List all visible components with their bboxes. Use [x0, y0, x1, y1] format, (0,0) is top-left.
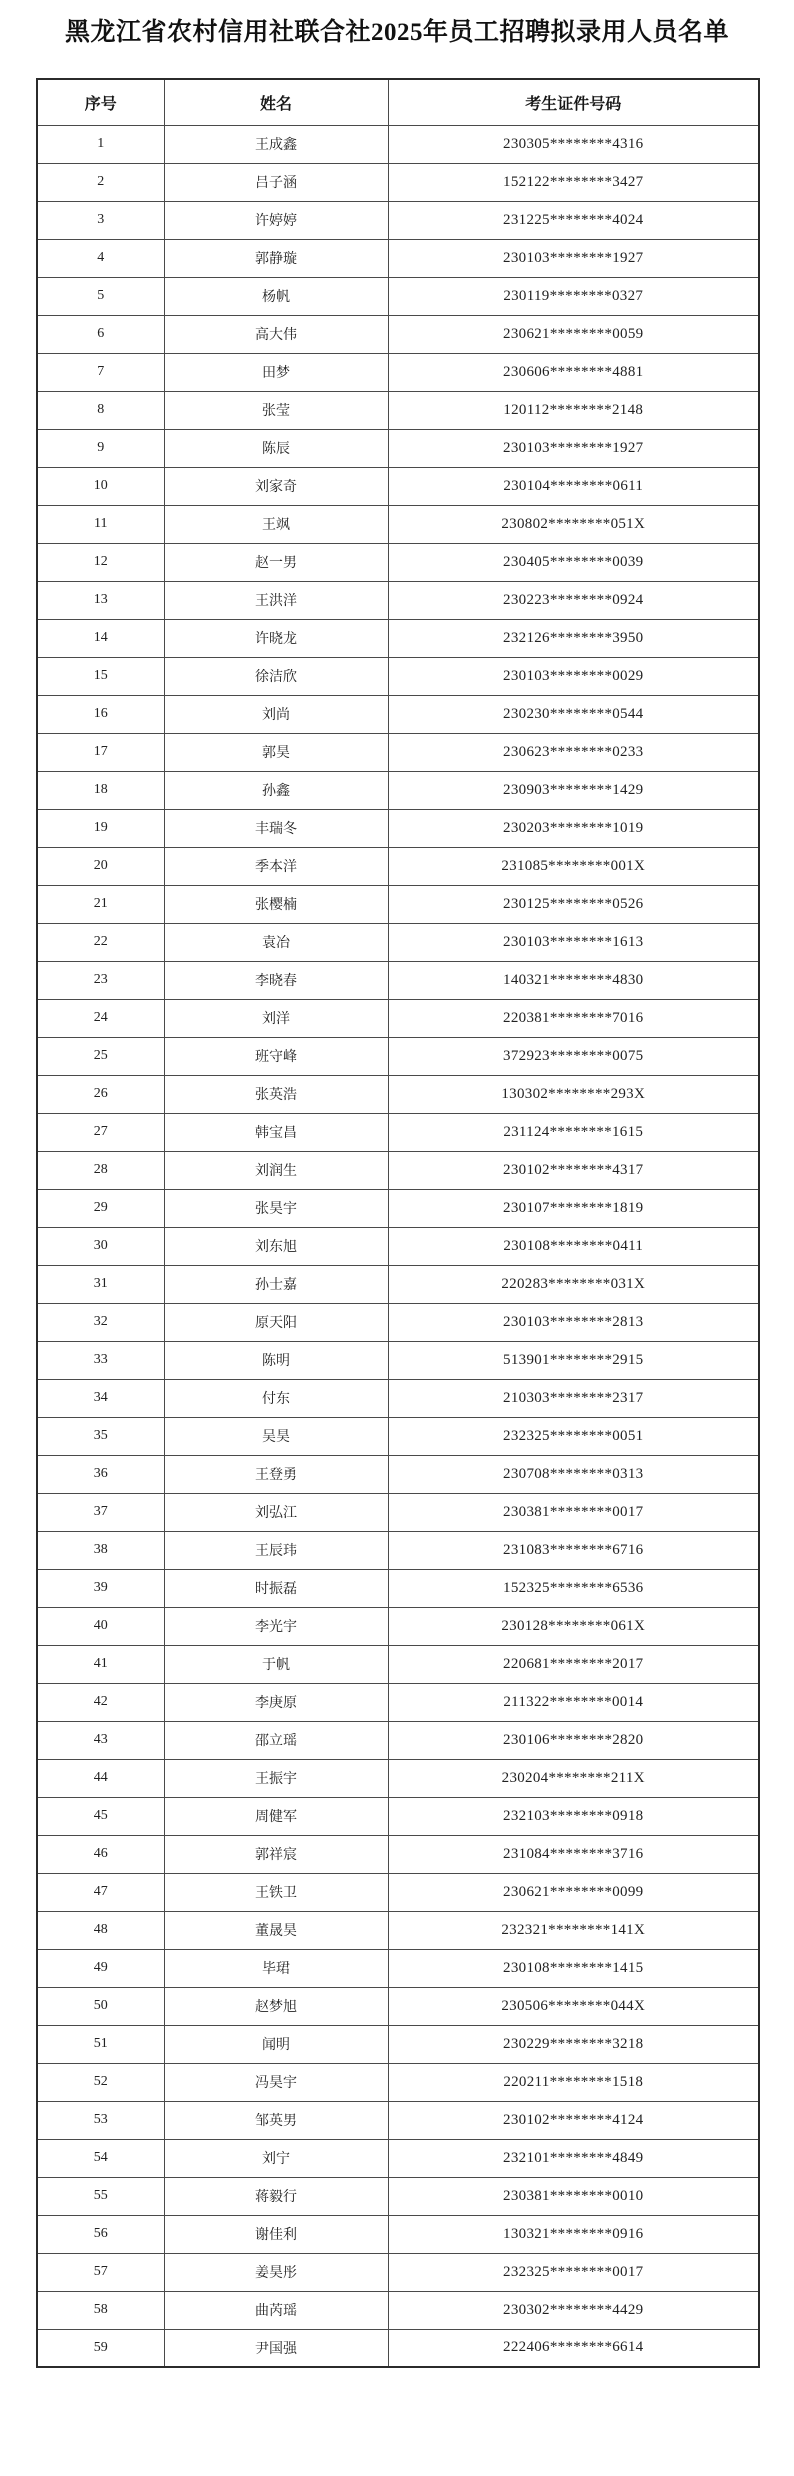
cell-name: 许晓龙 — [164, 619, 388, 657]
cell-name: 徐洁欣 — [164, 657, 388, 695]
cell-name: 张樱楠 — [164, 885, 388, 923]
cell-no: 34 — [37, 1379, 164, 1417]
cell-name: 孙士嘉 — [164, 1265, 388, 1303]
cell-name: 王飒 — [164, 505, 388, 543]
table-row — [37, 2101, 759, 2139]
table-row — [37, 2329, 759, 2367]
cell-no: 22 — [37, 923, 164, 961]
cell-id: 230103********1613 — [388, 923, 759, 961]
cell-id: 231225********4024 — [388, 201, 759, 239]
cell-no: 13 — [37, 581, 164, 619]
cell-name: 董晟昊 — [164, 1911, 388, 1949]
cell-name: 许婷婷 — [164, 201, 388, 239]
cell-id: 230203********1019 — [388, 809, 759, 847]
cell-name: 闻明 — [164, 2025, 388, 2063]
cell-name: 蒋毅行 — [164, 2177, 388, 2215]
cell-no: 2 — [37, 163, 164, 201]
cell-no: 10 — [37, 467, 164, 505]
document-page — [0, 12, 794, 2476]
cell-no: 14 — [37, 619, 164, 657]
cell-id: 232325********0051 — [388, 1417, 759, 1455]
cell-name: 陈辰 — [164, 429, 388, 467]
cell-no: 43 — [37, 1721, 164, 1759]
table-row — [37, 1645, 759, 1683]
cell-name: 赵一男 — [164, 543, 388, 581]
table-row — [37, 505, 759, 543]
cell-no: 33 — [37, 1341, 164, 1379]
table-row — [37, 733, 759, 771]
table-row — [37, 1341, 759, 1379]
cell-name: 曲芮瑶 — [164, 2291, 388, 2329]
cell-id: 230103********1927 — [388, 239, 759, 277]
table-row — [37, 1569, 759, 1607]
cell-no: 39 — [37, 1569, 164, 1607]
cell-id: 140321********4830 — [388, 961, 759, 999]
cell-id: 230229********3218 — [388, 2025, 759, 2063]
cell-no: 16 — [37, 695, 164, 733]
cell-id: 230305********4316 — [388, 125, 759, 163]
table-row — [37, 1265, 759, 1303]
cell-id: 230108********1415 — [388, 1949, 759, 1987]
cell-id: 232101********4849 — [388, 2139, 759, 2177]
cell-id: 230623********0233 — [388, 733, 759, 771]
cell-name: 郭祥宸 — [164, 1835, 388, 1873]
cell-id: 231084********3716 — [388, 1835, 759, 1873]
cell-id: 130321********0916 — [388, 2215, 759, 2253]
cell-id: 120112********2148 — [388, 391, 759, 429]
table-row — [37, 1113, 759, 1151]
cell-id: 230230********0544 — [388, 695, 759, 733]
cell-id: 232325********0017 — [388, 2253, 759, 2291]
cell-no: 15 — [37, 657, 164, 695]
cell-no: 6 — [37, 315, 164, 353]
table-row — [37, 543, 759, 581]
cell-no: 29 — [37, 1189, 164, 1227]
table-row — [37, 239, 759, 277]
cell-id: 513901********2915 — [388, 1341, 759, 1379]
cell-name: 陈明 — [164, 1341, 388, 1379]
table-row — [37, 1037, 759, 1075]
cell-name: 李庚原 — [164, 1683, 388, 1721]
cell-id: 230108********0411 — [388, 1227, 759, 1265]
cell-name: 王洪洋 — [164, 581, 388, 619]
cell-name: 姜昊彤 — [164, 2253, 388, 2291]
cell-no: 52 — [37, 2063, 164, 2101]
table-row — [37, 581, 759, 619]
cell-id: 130302********293X — [388, 1075, 759, 1113]
table-row — [37, 2025, 759, 2063]
table-body — [37, 125, 759, 2367]
cell-name: 吕子涵 — [164, 163, 388, 201]
cell-id: 230128********061X — [388, 1607, 759, 1645]
cell-id: 220381********7016 — [388, 999, 759, 1037]
cell-name: 张英浩 — [164, 1075, 388, 1113]
table-row — [37, 391, 759, 429]
cell-id: 232103********0918 — [388, 1797, 759, 1835]
cell-id: 230102********4317 — [388, 1151, 759, 1189]
cell-no: 31 — [37, 1265, 164, 1303]
cell-id: 230302********4429 — [388, 2291, 759, 2329]
cell-no: 8 — [37, 391, 164, 429]
cell-id: 230204********211X — [388, 1759, 759, 1797]
cell-no: 50 — [37, 1987, 164, 2025]
cell-no: 1 — [37, 125, 164, 163]
cell-no: 45 — [37, 1797, 164, 1835]
cell-name: 刘宁 — [164, 2139, 388, 2177]
cell-no: 11 — [37, 505, 164, 543]
cell-id: 230107********1819 — [388, 1189, 759, 1227]
cell-name: 原天阳 — [164, 1303, 388, 1341]
table-row — [37, 163, 759, 201]
cell-name: 付东 — [164, 1379, 388, 1417]
cell-no: 59 — [37, 2329, 164, 2367]
table-row — [37, 1151, 759, 1189]
cell-id: 230405********0039 — [388, 543, 759, 581]
cell-no: 58 — [37, 2291, 164, 2329]
cell-name: 王铁卫 — [164, 1873, 388, 1911]
table-row — [37, 1075, 759, 1113]
table-row — [37, 277, 759, 315]
cell-no: 47 — [37, 1873, 164, 1911]
cell-name: 于帆 — [164, 1645, 388, 1683]
cell-id: 231083********6716 — [388, 1531, 759, 1569]
table-row — [37, 885, 759, 923]
table-row — [37, 1873, 759, 1911]
cell-no: 54 — [37, 2139, 164, 2177]
cell-no: 4 — [37, 239, 164, 277]
cell-id: 230223********0924 — [388, 581, 759, 619]
cell-no: 25 — [37, 1037, 164, 1075]
cell-id: 230802********051X — [388, 505, 759, 543]
roster-table — [36, 78, 760, 2368]
cell-name: 刘弘江 — [164, 1493, 388, 1531]
table-row — [37, 1493, 759, 1531]
table-row — [37, 771, 759, 809]
cell-name: 刘洋 — [164, 999, 388, 1037]
table-row — [37, 201, 759, 239]
page-title: 黑龙江省农村信用社联合社2025年员工招聘拟录用人员名单 — [64, 19, 729, 46]
cell-name: 王振宇 — [164, 1759, 388, 1797]
cell-name: 赵梦旭 — [164, 1987, 388, 2025]
cell-name: 班守峰 — [164, 1037, 388, 1075]
cell-id: 230103********2813 — [388, 1303, 759, 1341]
cell-id: 220283********031X — [388, 1265, 759, 1303]
cell-name: 刘润生 — [164, 1151, 388, 1189]
cell-name: 谢佳利 — [164, 2215, 388, 2253]
cell-id: 230106********2820 — [388, 1721, 759, 1759]
cell-id: 220211********1518 — [388, 2063, 759, 2101]
cell-id: 152122********3427 — [388, 163, 759, 201]
cell-id: 230125********0526 — [388, 885, 759, 923]
cell-id: 230381********0017 — [388, 1493, 759, 1531]
cell-name: 丰瑞冬 — [164, 809, 388, 847]
cell-no: 42 — [37, 1683, 164, 1721]
cell-no: 41 — [37, 1645, 164, 1683]
header-cell-name: 姓名 — [164, 79, 388, 125]
cell-name: 吴昊 — [164, 1417, 388, 1455]
cell-name: 郭昊 — [164, 733, 388, 771]
table-row — [37, 809, 759, 847]
cell-no: 49 — [37, 1949, 164, 1987]
table-row — [37, 1797, 759, 1835]
table-row — [37, 353, 759, 391]
cell-no: 46 — [37, 1835, 164, 1873]
cell-id: 231124********1615 — [388, 1113, 759, 1151]
cell-no: 21 — [37, 885, 164, 923]
table-row — [37, 961, 759, 999]
cell-id: 230506********044X — [388, 1987, 759, 2025]
header-cell-id: 考生证件号码 — [388, 79, 759, 125]
cell-no: 9 — [37, 429, 164, 467]
table-row — [37, 923, 759, 961]
cell-id: 152325********6536 — [388, 1569, 759, 1607]
cell-no: 37 — [37, 1493, 164, 1531]
cell-id: 230104********0611 — [388, 467, 759, 505]
cell-id: 230119********0327 — [388, 277, 759, 315]
cell-name: 孙鑫 — [164, 771, 388, 809]
table-row — [37, 695, 759, 733]
table-row — [37, 657, 759, 695]
cell-no: 24 — [37, 999, 164, 1037]
cell-no: 30 — [37, 1227, 164, 1265]
cell-id: 230903********1429 — [388, 771, 759, 809]
cell-id: 210303********2317 — [388, 1379, 759, 1417]
cell-name: 刘东旭 — [164, 1227, 388, 1265]
cell-name: 王辰玮 — [164, 1531, 388, 1569]
table-row — [37, 315, 759, 353]
cell-name: 李光宇 — [164, 1607, 388, 1645]
table-row — [37, 1835, 759, 1873]
cell-no: 12 — [37, 543, 164, 581]
cell-name: 郭静璇 — [164, 239, 388, 277]
cell-no: 3 — [37, 201, 164, 239]
table-row — [37, 2063, 759, 2101]
cell-no: 57 — [37, 2253, 164, 2291]
cell-no: 48 — [37, 1911, 164, 1949]
cell-id: 230102********4124 — [388, 2101, 759, 2139]
cell-no: 44 — [37, 1759, 164, 1797]
cell-no: 20 — [37, 847, 164, 885]
cell-name: 韩宝昌 — [164, 1113, 388, 1151]
cell-name: 周健军 — [164, 1797, 388, 1835]
cell-id: 222406********6614 — [388, 2329, 759, 2367]
cell-id: 230103********1927 — [388, 429, 759, 467]
cell-no: 26 — [37, 1075, 164, 1113]
cell-no: 55 — [37, 2177, 164, 2215]
cell-name: 田梦 — [164, 353, 388, 391]
cell-name: 毕珺 — [164, 1949, 388, 1987]
cell-id: 230621********0059 — [388, 315, 759, 353]
cell-id: 230708********0313 — [388, 1455, 759, 1493]
table-row — [37, 1949, 759, 1987]
table-row — [37, 1911, 759, 1949]
cell-id: 220681********2017 — [388, 1645, 759, 1683]
cell-name: 冯昊宇 — [164, 2063, 388, 2101]
table-row — [37, 1303, 759, 1341]
cell-no: 51 — [37, 2025, 164, 2063]
table-row — [37, 125, 759, 163]
cell-name: 时振磊 — [164, 1569, 388, 1607]
cell-id: 211322********0014 — [388, 1683, 759, 1721]
cell-no: 56 — [37, 2215, 164, 2253]
header-cell-no: 序号 — [37, 79, 164, 125]
cell-name: 高大伟 — [164, 315, 388, 353]
table-row — [37, 2253, 759, 2291]
cell-id: 230621********0099 — [388, 1873, 759, 1911]
cell-name: 李晓春 — [164, 961, 388, 999]
table-row — [37, 2291, 759, 2329]
cell-name: 刘家奇 — [164, 467, 388, 505]
cell-no: 27 — [37, 1113, 164, 1151]
cell-name: 刘尚 — [164, 695, 388, 733]
cell-no: 40 — [37, 1607, 164, 1645]
cell-id: 231085********001X — [388, 847, 759, 885]
cell-no: 18 — [37, 771, 164, 809]
table-row — [37, 1227, 759, 1265]
cell-no: 17 — [37, 733, 164, 771]
table-row — [37, 1721, 759, 1759]
table-row — [37, 1683, 759, 1721]
table-row — [37, 2177, 759, 2215]
cell-name: 王登勇 — [164, 1455, 388, 1493]
table-row — [37, 1189, 759, 1227]
cell-name: 张昊宇 — [164, 1189, 388, 1227]
cell-name: 张莹 — [164, 391, 388, 429]
cell-id: 232321********141X — [388, 1911, 759, 1949]
cell-id: 230103********0029 — [388, 657, 759, 695]
cell-no: 36 — [37, 1455, 164, 1493]
cell-no: 28 — [37, 1151, 164, 1189]
cell-no: 32 — [37, 1303, 164, 1341]
cell-name: 邹英男 — [164, 2101, 388, 2139]
table-row — [37, 467, 759, 505]
table-row — [37, 1417, 759, 1455]
cell-no: 19 — [37, 809, 164, 847]
cell-name: 袁冶 — [164, 923, 388, 961]
cell-no: 7 — [37, 353, 164, 391]
table-row — [37, 1379, 759, 1417]
cell-name: 邵立瑶 — [164, 1721, 388, 1759]
table-row — [37, 429, 759, 467]
cell-id: 230606********4881 — [388, 353, 759, 391]
table-row — [37, 1455, 759, 1493]
cell-no: 5 — [37, 277, 164, 315]
table-row — [37, 2139, 759, 2177]
table-row — [37, 1531, 759, 1569]
cell-name: 杨帆 — [164, 277, 388, 315]
cell-name: 季本洋 — [164, 847, 388, 885]
table-row — [37, 999, 759, 1037]
cell-name: 王成鑫 — [164, 125, 388, 163]
cell-id: 372923********0075 — [388, 1037, 759, 1075]
table-row — [37, 1607, 759, 1645]
table-row — [37, 2215, 759, 2253]
cell-no: 38 — [37, 1531, 164, 1569]
cell-no: 53 — [37, 2101, 164, 2139]
table-row — [37, 1759, 759, 1797]
table-row — [37, 1987, 759, 2025]
cell-name: 尹国强 — [164, 2329, 388, 2367]
cell-id: 232126********3950 — [388, 619, 759, 657]
table-header-row — [37, 79, 759, 125]
cell-no: 35 — [37, 1417, 164, 1455]
cell-no: 23 — [37, 961, 164, 999]
cell-id: 230381********0010 — [388, 2177, 759, 2215]
table-row — [37, 619, 759, 657]
table-row — [37, 847, 759, 885]
